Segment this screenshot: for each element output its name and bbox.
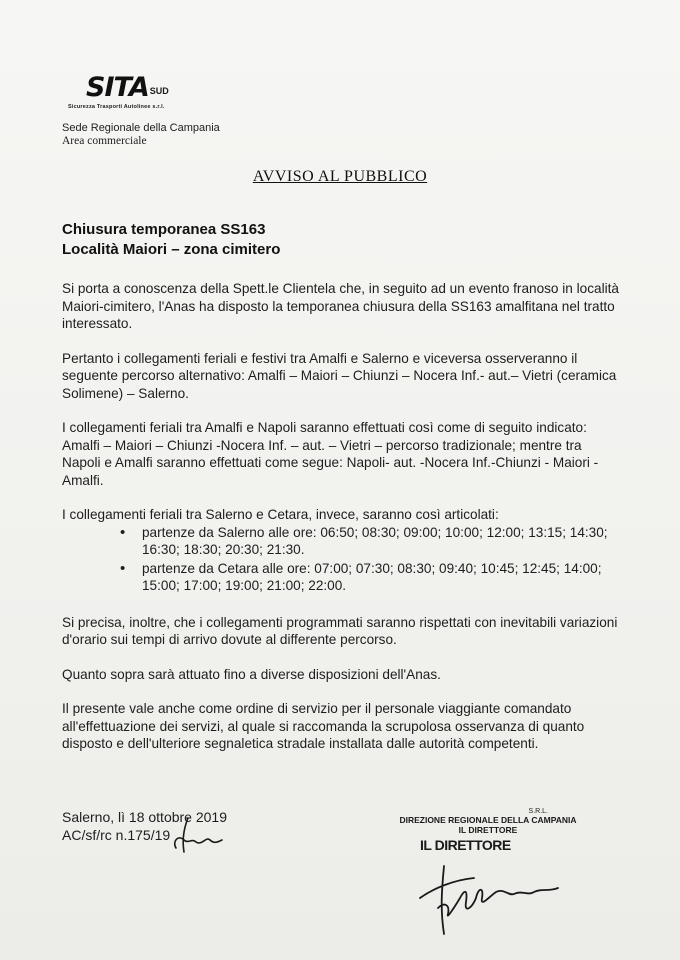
schedule-salerno: • partenze da Salerno alle ore: 06:50; 08:30; 09:00; 10:00; 12:00; 13:15; 14:30; 16:30; 18:30; 20:30; 21:30. [142,524,622,559]
paragraph-salerno-cetara: I collegamenti feriali tra Salerno e Cetara, invece, saranno così articolati: [62,507,499,522]
subject-line-2: Località Maiori – zona cimitero [62,241,281,258]
subject-block [62,220,280,260]
notice-title: AVVISO AL PUBBLICO [252,168,428,185]
paragraph-service-order: Il presente vale anche come ordine di servizio per il personale viaggiante comandato all'effettuazione dei servizi, al quale si raccomanda la scrupolosa osservanza di quanto disposto e dell'ulteriore segnaletica stradale installata dalle autorità competenti. [62,701,585,751]
subject-line-1: Chiusura temporanea SS163 [62,221,266,238]
paragraph-amalfi-salerno: Pertanto i collegamenti feriali e festivi tra Amalfi e Salerno e viceversa osserveranno il seguente percorso alternativo: Amalfi – Maiori – Chiunzi – Nocera Inf.- aut.– Vietri (ceramica Solimene) – Salerno. [62,350,617,401]
initials-signature [166,814,226,858]
company-logo [86,72,169,103]
notice-body [62,280,622,770]
paragraph-closure: Si porta a conoscenza della Spett.le Clientela che, in seguito ad un evento franoso in località Maiori-cimitero, l'Anas ha disposto la temporanea chiusura della SS163 amalfitana nel tratto interessato. [62,281,619,331]
paragraph-variations: Si precisa, inoltre, che i collegamenti programmati saranno rispettati con inevitabili variazioni d'orario sui tempi di arrivo dovute al differente percorso. [62,614,618,647]
logo-subtitle: Sicurezza Trasporti Autolinee s.r.l. [68,104,165,110]
place-date: Salerno, lì 18 ottobre 2019 [62,809,228,825]
schedule-cetara: • partenze da Cetara alle ore: 07:00; 07:30; 08:30; 09:40; 10:45; 12:45; 14:00; 15:00; 17:00; 19:00; 21:00; 22:00. [142,560,622,595]
protocol-number: AC/sf/rc n.175/19 [62,827,171,843]
office-area: Area commerciale [62,135,147,147]
stamp-direction: DIREZIONE REGIONALE DELLA CAMPANIA [399,815,577,825]
office-block [62,122,220,148]
director-label: IL DIRETTORE [420,837,511,853]
paragraph-validity: Quanto sopra sarà attuato fino a diverse disposizioni dell'Anas. [62,666,441,682]
schedule-list [62,524,622,595]
stamp-director: IL DIRETTORE [458,825,518,835]
paragraph-amalfi-napoli: I collegamenti feriali tra Amalfi e Napoli saranno effettuati così come di seguito indicato: Amalfi – Maiori – Chiunzi -Nocera Inf. – aut. – Vietri – percorso tradizionale; mentre tra Napoli e Amalfi saranno effettuati come segue: Napoli- aut. -Nocera Inf.-Chiunzi - Maiori - Amalfi. [62,420,599,488]
company-stamp [398,808,578,853]
logo-suffix: SUD [149,86,169,96]
stamp-company: S.R.L. [528,808,548,815]
office-name: Sede Regionale della Campania [62,122,220,134]
director-signature [414,858,564,938]
logo-text: SITA [86,72,149,103]
